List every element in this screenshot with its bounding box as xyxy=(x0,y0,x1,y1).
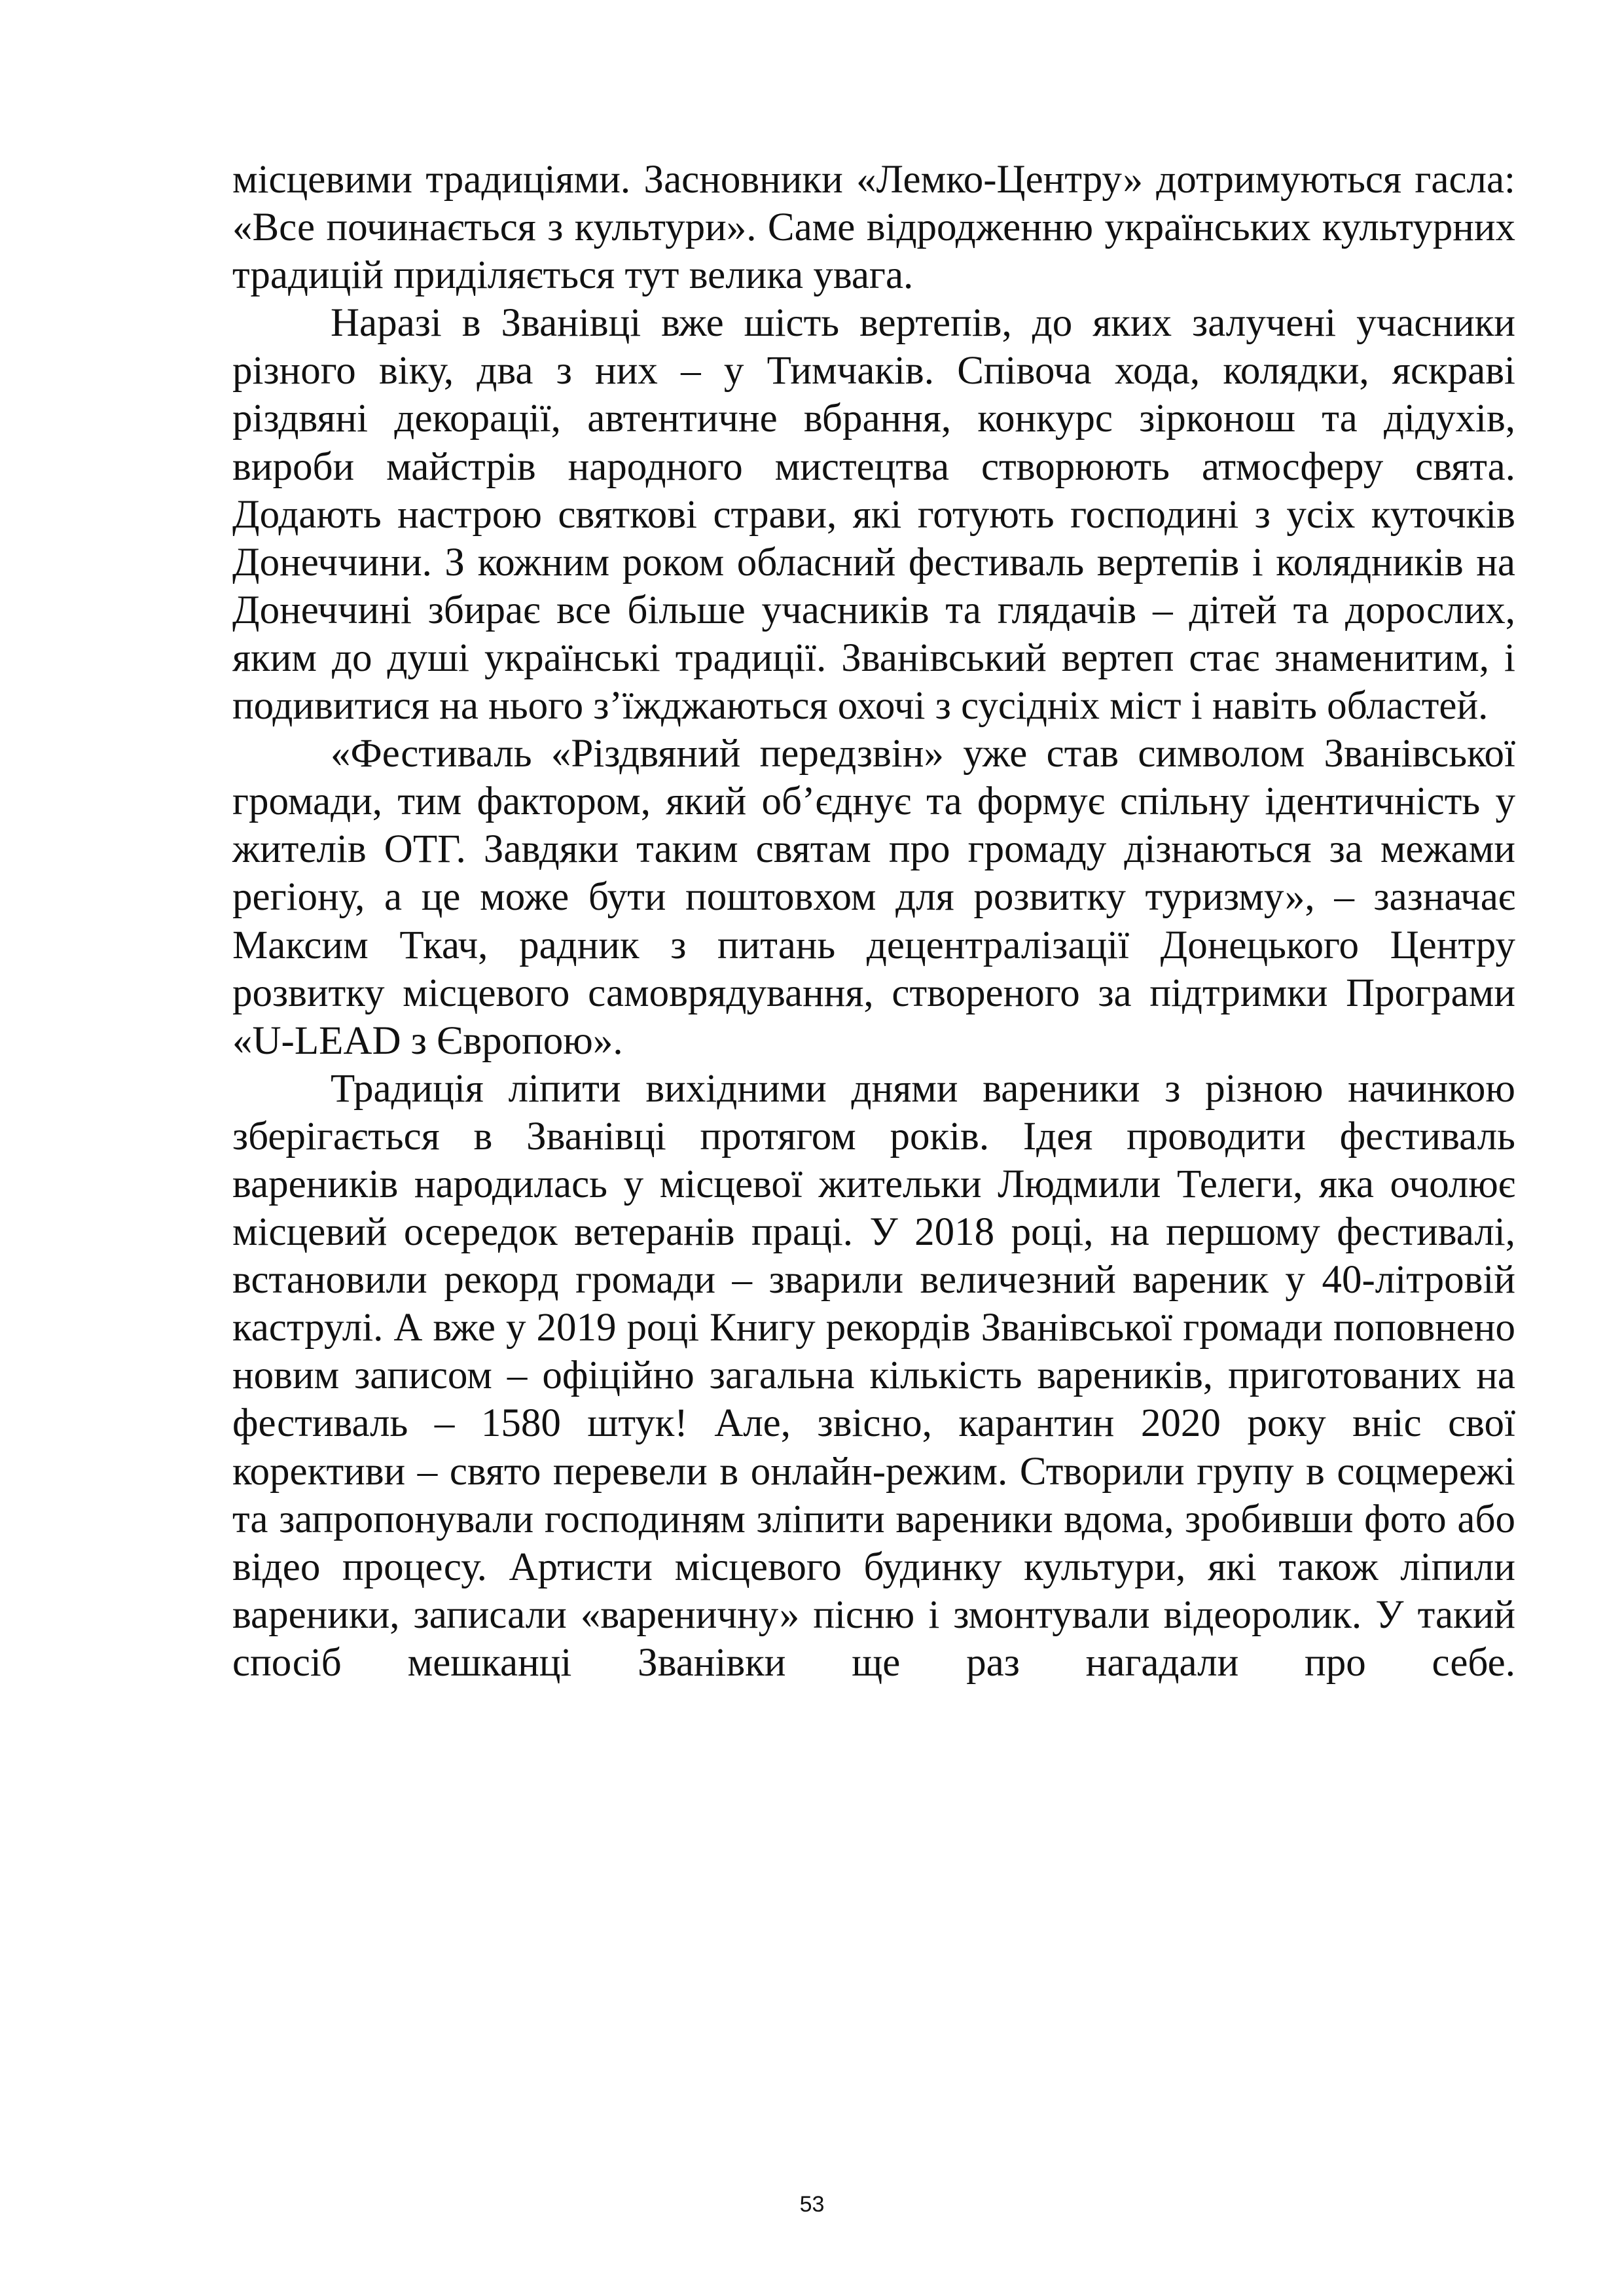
paragraph-1: місцевими традиціями. Засновники «Лемко-Центру» дотримуються гасла: «Все починається з культури». Саме відродженню українських культурних традицій приділяється тут велика увага. xyxy=(232,158,1515,298)
body-text xyxy=(232,156,1515,1687)
paragraph-4: Традиція ліпити вихідними днями вареники з різною начинкою зберігається в Званівці протягом років. Ідея проводити фестиваль вареників народилась у місцевої жительки Людмили Телеги, яка очолює місцевий осередок ветеранів праці. У 2018 році, на першому фестивалі, встановили рекорд громади – зварили величезний вареник у 40-літровій каструлі. А вже у 2019 році Книгу рекордів Званівської громади поповнено новим записом – офіційно загальна кількість вареників, приготованих на фестиваль – 1580 штук! Але, звісно, карантин 2020 року вніс свої корективи – свято перевели в онлайн-режим. Створили групу в соцмережі та запропонували господиням зліпити вареники вдома, зробивши фото або відео процесу. Артисти місцевого будинку культури, які також ліпили вареники, записали «вареничну» пісню і змонтували відеоролик. У такий спосіб мешканці Званівки ще раз нагадали про себе. xyxy=(232,1066,1515,1685)
paragraph-2: Наразі в Званівці вже шість вертепів, до яких залучені учасники різного віку, два з них – у Тимчаків. Співоча хода, колядки, яскраві різдвяні декорації, автентичне вбрання, конкурс зірконош та дідухів, вироби майстрів народного мистецтва створюють атмосферу свята. Додають настрою святкові страви, які готують господині з усіх куточків Донеччини. З кожним роком обласний фестиваль вертепів і колядників на Донеччині збирає все більше учасників та глядачів – дітей та дорослих, яким до душі українські традиції. Званівський вертеп стає знаменитим, і подивитися на нього з’їжджаються охочі з сусідніх міст і навіть областей. xyxy=(232,301,1515,728)
page-number: 53 xyxy=(799,2192,825,2217)
paragraph-3: «Фестиваль «Різдвяний передзвін» уже став символом Званівської громади, тим фактором, який об’єднує та формує спільну ідентичність у жителів ОТГ. Завдяки таким святам про громаду дізнаються за межами регіону, а це може бути поштовхом для розвитку туризму», – зазначає Максим Ткач, радник з питань децентралізації Донецького Центру розвитку місцевого самоврядування, створеного за підтримки Програми «U-LEAD з Європою». xyxy=(232,732,1515,1063)
